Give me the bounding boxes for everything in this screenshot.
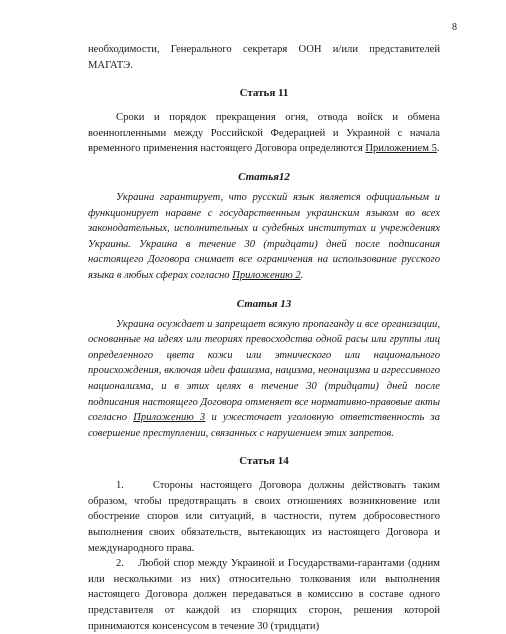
- article-11-paragraph: Сроки и порядок прекращения огня, отвода войск и обмена военнопленными между Российской Федерацией и Украиной с начала временного применения настоящего Договора определяются Приложением 5.: [88, 112, 440, 155]
- article-14-paragraph-2: 2. Любой спор между Украиной и Государствами-гарантами (одним или несколькими из них) относительно толкования или выполнения настоящего Договора должен передаваться в комиссию в составе одного представителя от каждой из спорящих сторон, решения которой принимаются консенсусом в течение 30 (тридцати): [88, 558, 441, 632]
- article-11-heading: Статья 11: [239, 87, 289, 100]
- annex-2-link[interactable]: Приложению 2: [232, 269, 301, 281]
- intro-paragraph: необходимости, Генерального секретаря ООН и/или представителей МАГАТЭ.: [88, 44, 440, 71]
- annex-3-link[interactable]: Приложению 3: [133, 412, 206, 424]
- article-13-paragraph: Украина осуждает и запрещает всякую пропаганду и все организации, основанные на идеях или теориях превосходства одной расы или группы лиц определенного цвета кожи или этнического или национального происхождения, включая идеи фашизма, нацизма, неонацизма и агрессивного национализма, и в этих целях в течение 30 (тридцати) дней после подписания настоящего Договора отменяет все нормативно-правовые акты согласно Приложению 3 и ужесточает уголовную ответственность за совершение преступлении, связанных с нарушением этих запретов.: [88, 318, 440, 439]
- page-number: 8: [452, 22, 457, 33]
- article-12-heading: Статья12: [238, 170, 290, 183]
- article-13-heading: Статья 13: [236, 297, 292, 310]
- article-14-heading: Статья 14: [239, 455, 289, 468]
- document-body: [88, 42, 440, 634]
- paragraph-number: 2.: [116, 558, 124, 570]
- paragraph-number: 1.: [116, 480, 124, 492]
- article-14-paragraph-1: 1. Стороны настоящего Договора должны действовать таким образом, чтобы предотвращать в своих отношениях возникновение или обострение споров или ситуаций, в частности, путем добросовестного выполнения своих обязательств, вытекающих из настоящего Договора и международного права.: [88, 480, 440, 554]
- article-12-paragraph: Украина гарантирует, что русский язык является официальным и функционирует наравне с государственным украинским языком во всех законодательных, исполнительных и судебных институтах и учреждениях Украины. Украина в течение 30 (тридцати) дней после подписания настоящего Договора снимает все ограничения на использование русского языка в любых сферах согласно Приложению 2.: [88, 191, 440, 281]
- annex-5-link[interactable]: Приложением 5: [365, 143, 437, 155]
